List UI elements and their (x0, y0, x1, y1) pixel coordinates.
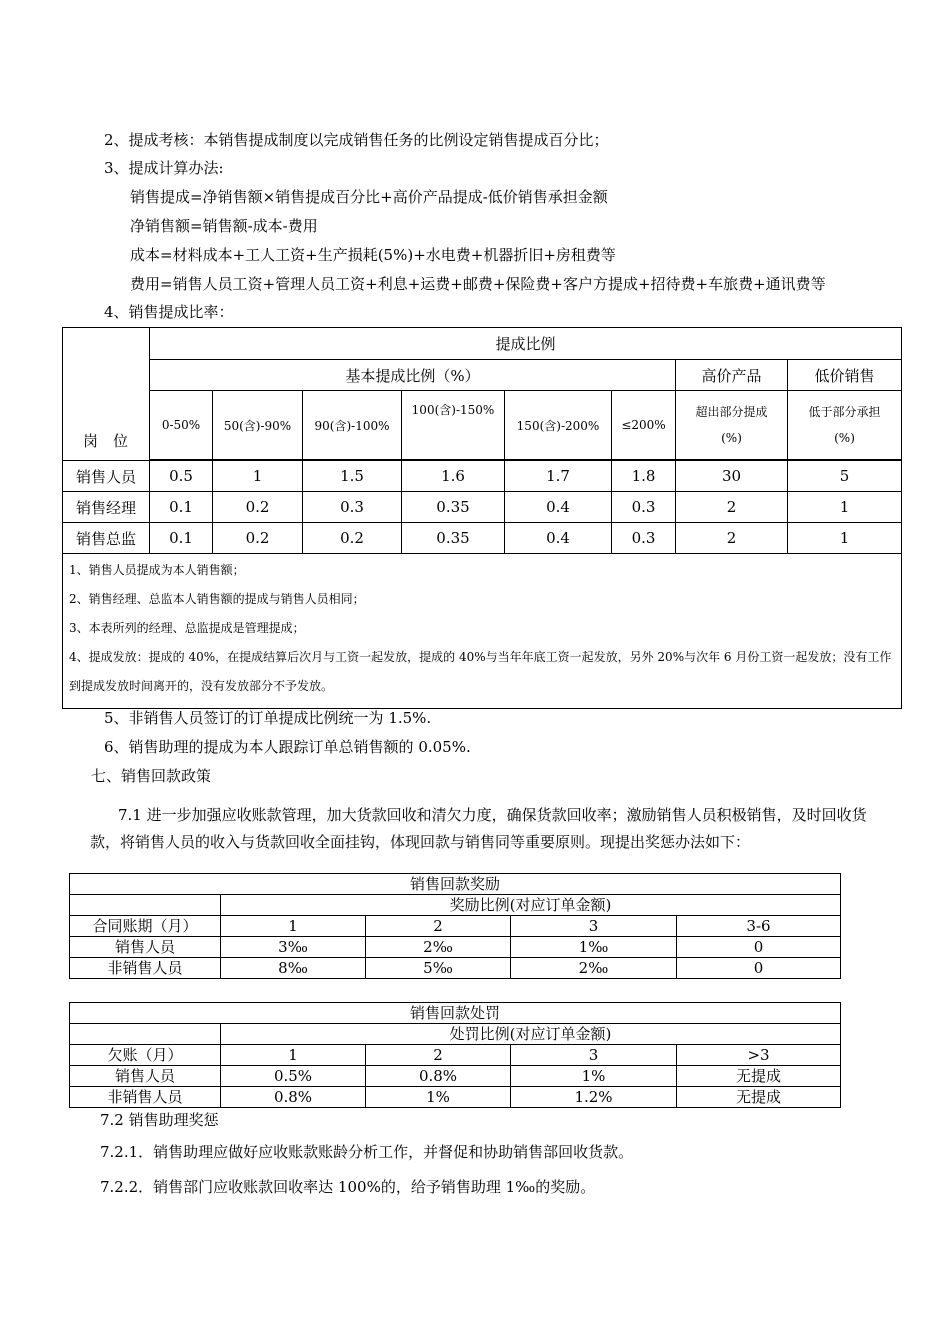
item-7-2-1: 7.2.1．销售助理应做好应收账款账龄分析工作，并督促和协助销售部回收货款。 (100, 1143, 634, 1161)
reward-subtitle: 奖励比例(对应订单金额) (221, 895, 841, 916)
cell: 1.5 (303, 461, 402, 492)
section-7-title: 七、销售回款政策 (91, 767, 212, 785)
table-row (63, 461, 902, 492)
reward-period-label: 合同账期（月） (70, 916, 221, 937)
cell: 8‰ (221, 958, 366, 979)
formula-expense: 费用=销售人员工资+管理人员工资+利息+运费+邮费+保险费+客户方提成+招待费+车旅费+通讯费等 (130, 275, 826, 293)
cell: 1% (511, 1066, 677, 1087)
table-row (70, 958, 841, 979)
item-2-commission-assessment: 2、提成考核：本销售提成制度以完成销售任务的比例设定销售提成百分比； (104, 131, 609, 149)
cell: 1 (788, 492, 902, 523)
col-range-5: ≤200% (612, 391, 676, 460)
note-3: 3、本表所列的经理、总监提成是管理提成； (69, 621, 305, 635)
penalty-period-label: 欠账（月） (70, 1045, 221, 1066)
col-range-1: 50(含)-90% (213, 391, 303, 460)
cell: 0.2 (213, 523, 303, 554)
reward-table (69, 873, 841, 979)
period: 1 (221, 1045, 366, 1066)
note-2: 2、销售经理、总监本人销售额的提成与销售人员相同； (69, 592, 365, 606)
commission-rate-table (62, 327, 902, 709)
cell: 1 (788, 523, 902, 554)
cell: 30 (676, 461, 788, 492)
item-7-2-2: 7.2.2．销售部门应收账款回收率达 100%的，给予销售助理 1‰的奖励。 (100, 1178, 596, 1196)
reward-title: 销售回款奖励 (70, 874, 841, 895)
table-row (63, 492, 902, 523)
cell: 0.1 (150, 492, 213, 523)
header-high-price: 高价产品 (676, 360, 788, 391)
col-low-label: 低于部分承担 (808, 405, 881, 419)
cell: 2‰ (511, 958, 677, 979)
cell: 5‰ (366, 958, 511, 979)
cell: 1.6 (402, 461, 505, 492)
cell: 1‰ (511, 937, 677, 958)
paragraph-7-1: 7.1 进一步加强应收账款管理，加大货款回收和清欠力度，确保货款回收率；激励销售人员积极销售，及时回收货款，将销售人员的收入与货款回收全面挂钩，体现回款与销售同等重要原则。现提出奖惩办法如下： (90, 806, 867, 851)
cell: 0.35 (402, 492, 505, 523)
formula-commission: 销售提成=净销售额×销售提成百分比+高价产品提成-低价销售承担金额 (130, 188, 608, 206)
cell: 0.5 (150, 461, 213, 492)
note-1: 1、销售人员提成为本人销售额； (69, 563, 245, 577)
col-range-0: 0-50% (150, 391, 213, 460)
penalty-title: 销售回款处罚 (70, 1003, 841, 1024)
cell: 0.8% (221, 1087, 366, 1108)
col-high-excess (676, 391, 788, 460)
header-commission-ratio: 提成比例 (150, 328, 902, 360)
cell: 0.5% (221, 1066, 366, 1087)
period: 3-6 (677, 916, 841, 937)
cell: 2‰ (366, 937, 511, 958)
cell: 0.4 (505, 492, 612, 523)
cell: 2 (676, 492, 788, 523)
period: 2 (366, 1045, 511, 1066)
row-label: 销售人员 (70, 937, 221, 958)
table-row (70, 1087, 841, 1108)
cell: 0 (677, 958, 841, 979)
row-post: 销售人员 (63, 461, 150, 492)
col-low-shortfall (788, 391, 902, 460)
cell: 0.8% (366, 1066, 511, 1087)
penalty-subtitle: 处罚比例(对应订单金额) (221, 1024, 841, 1045)
cell: 0.3 (612, 523, 676, 554)
cell: 0.3 (303, 492, 402, 523)
row-label: 非销售人员 (70, 1087, 221, 1108)
item-6-sales-assistant: 6、销售助理的提成为本人跟踪订单总销售额的 0.05%. (104, 738, 471, 756)
item-3-calc-method: 3、提成计算办法: (104, 159, 224, 177)
item-4-commission-rate: 4、销售提成比率： (104, 303, 234, 321)
cell: 0.1 (150, 523, 213, 554)
table-row (70, 1066, 841, 1087)
post-label-cell (63, 431, 150, 461)
table-notes (63, 554, 902, 709)
row-post: 销售总监 (63, 523, 150, 554)
post-label: 岗 位 (83, 431, 129, 450)
cell: 0.35 (402, 523, 505, 554)
cell: 1.7 (505, 461, 612, 492)
row-label: 非销售人员 (70, 958, 221, 979)
period: 1 (221, 916, 366, 937)
penalty-table (69, 1002, 841, 1108)
cell: 5 (788, 461, 902, 492)
period: 2 (366, 916, 511, 937)
period: 3 (511, 916, 677, 937)
cell: 1% (366, 1087, 511, 1108)
col-range-3: 100(含)-150% (402, 391, 505, 460)
note-4: 4、提成发放：提成的 40%，在提成结算后次月与工资一起发放，提成的 40%与当年年底工资一起发放，另外 20%与次年 6 月份工资一起发放；没有工作到提成发放时间离开的，没有发放部分不予发放。 (69, 650, 892, 693)
cell: 0.4 (505, 523, 612, 554)
col-range-4: 150(含)-200% (505, 391, 612, 460)
formula-net-sales: 净销售额=销售额-成本-费用 (130, 217, 318, 235)
item-5-non-sales: 5、非销售人员签订的订单提成比例统一为 1.5%. (104, 709, 432, 727)
header-basic-ratio: 基本提成比例（%） (150, 360, 676, 391)
cell: 0.2 (213, 492, 303, 523)
cell: 0.2 (303, 523, 402, 554)
formula-cost: 成本=材料成本+工人工资+生产损耗(5%)+水电费+机器折旧+房租费等 (130, 246, 616, 264)
cell: 无提成 (677, 1066, 841, 1087)
col-high-label: 超出部分提成 (695, 405, 768, 419)
col-low-pct: (%) (834, 431, 855, 445)
table-row (63, 523, 902, 554)
cell: 1.8 (612, 461, 676, 492)
section-7-2-title: 7.2 销售助理奖惩 (100, 1111, 219, 1129)
row-post: 销售经理 (63, 492, 150, 523)
header-low-price: 低价销售 (788, 360, 902, 391)
cell: 1 (213, 461, 303, 492)
period: >3 (677, 1045, 841, 1066)
cell: 2 (676, 523, 788, 554)
col-high-pct: (%) (721, 431, 742, 445)
row-label: 销售人员 (70, 1066, 221, 1087)
cell: 无提成 (677, 1087, 841, 1108)
cell: 0.3 (612, 492, 676, 523)
cell: 1.2% (511, 1087, 677, 1108)
cell: 0 (677, 937, 841, 958)
cell: 3‰ (221, 937, 366, 958)
table-row (70, 937, 841, 958)
period: 3 (511, 1045, 677, 1066)
col-range-2: 90(含)-100% (303, 391, 402, 460)
